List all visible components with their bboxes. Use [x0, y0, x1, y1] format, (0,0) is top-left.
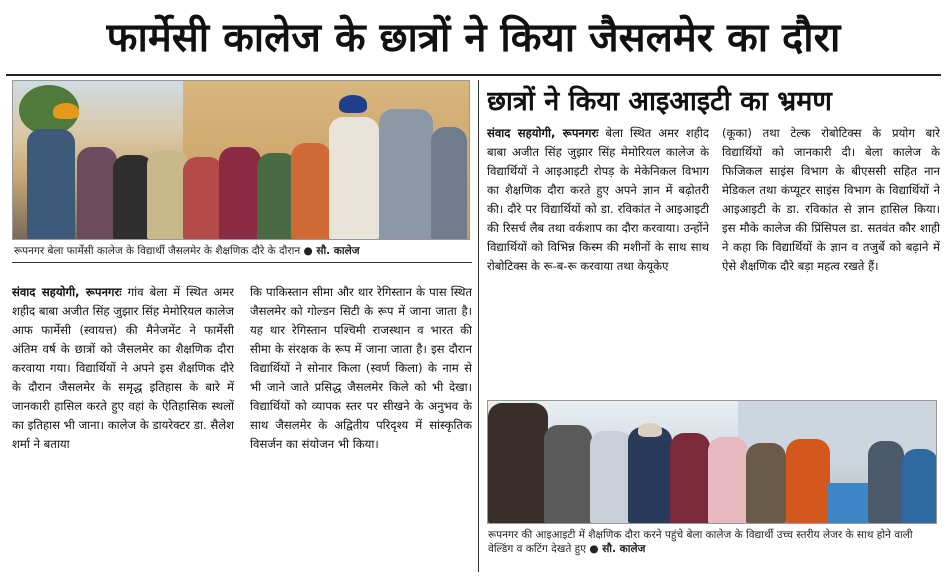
story1-column-2 [250, 283, 472, 573]
iit-lab-visit-photo [487, 400, 937, 524]
headline-rule [6, 74, 941, 76]
person [868, 441, 904, 523]
person [590, 431, 632, 523]
subheadline: छात्रों ने किया आइआइटी का भ्रमण [487, 86, 832, 117]
jaisalmer-group-photo [12, 80, 470, 240]
photo1-caption [14, 244, 470, 258]
person [77, 147, 117, 239]
story1-col1-text: गांव बेला में स्थित अमर शहीद बाबा अजीत सिंह जुझार सिंह मेमोरियल कालेज आफ फार्मेसी (स्वायत्त) की मैनेजमेंट ने फार्मेसी अंतिम वर्ष के छात्रों को जैसलमेर का शैक्षणिक दौरा करवाया गया। विद्यार्थियों ने अपने इस शैक्षणिक दौरे के दौरान जैसलमेर के समृद्ध इतिहास के बारे में जानकारी हासिल करते हुए वहां के ऐतिहासिक स्थलों का इतिहास भी जाना। कालेज के डायरेक्टर डा. सैलेश शर्मा ने बताया [12, 285, 234, 451]
turban-shape [638, 423, 662, 437]
person [219, 147, 261, 239]
story2-col2-text: (कूका) तथा टेल्क रोबोटिक्स के प्रयोग बारे विद्यार्थियों को जानकारी दी। बेला कालेज के फिजिकल साइंस विभाग के बीएससी सहित नान मेडिकल तथा कंप्यूटर साइंस विभाग के विद्यार्थियों ने आइआइटी के डा. रविकांत से ज्ञान हासिल किया। इस मौके कालेज की प्रिंसिपल डा. सतवंत कौर शाही ने कहा कि विद्यार्थियों के ज्ञान व तजुर्बे को बढ़ाने में ऐसे शैक्षणिक दौरे बड़ा महत्व रखते हैं। [722, 126, 940, 273]
person [183, 157, 223, 239]
person [628, 427, 672, 523]
photo2-caption [488, 528, 938, 556]
turban-shape [53, 103, 79, 119]
story1-dateline: संवाद सहयोगी, रूपनगरः [12, 285, 122, 299]
story1-col2-text: कि पाकिस्तान सीमा और थार रेगिस्तान के पास स्थित जैसलमेर को गोल्डन सिटी के रूप में जाना जाता है। यह थार रेगिस्तान पश्चिमी राजस्थान व भारत की सीमा के संरक्षक के रूप में जाना जाता है। इस दौरान विद्यार्थियों ने सोनार किला (स्वर्ण किला) के नाम से भी जाने जाते प्रसिद्ध जैसलमेर किले को भी देखा। विद्यार्थियों को व्यापक स्तर पर सीखने के अनुभव के साथ जैसलमेर के अद्वितीय परिदृश्य में सांस्कृतिक विसर्जन का संयोजन भी किया। [250, 285, 472, 451]
person [544, 425, 592, 523]
story2-col1-text: बेला स्थित अमर शहीद बाबा अजीत सिंह जुझार सिंह मेमोरियल कालेज के विद्यार्थियों ने आइआइटी रोपड़ के मेकेनिकल विभाग का शैक्षणिक दौरा करते हुए अपने ज्ञान में बढ़ोतरी की। दौरे पर विद्यार्थियों को डा. रविकांत ने आइआइटी की रिसर्च लैब तथा वर्कशाप का दौरा करवाया। उन्होंने विद्यार्थियों को विभिन्न किस्म की मशीनों के साथ साथ रोबोटिक्स के रू-ब-रू करवाया तथा केयूकेए [487, 126, 709, 273]
story2-dateline: संवाद सहयोगी, रूपनगरः [487, 126, 599, 140]
story2-column-1 [487, 124, 709, 394]
photo2-credit: ● सौ. कालेज [589, 543, 646, 555]
story1-column-1 [12, 283, 234, 573]
turban-shape [339, 95, 367, 113]
person [431, 127, 467, 239]
photo2-caption-text: रूपनगर की आइआइटी में शैक्षणिक दौरा करने पहुंचे बेला कालेज के विद्यार्थी उच्च स्तरीय लेजर के साथ होने वाली वेल्डिंग व कटिंग देखते हुए [488, 529, 913, 555]
story2-column-2 [722, 124, 940, 394]
person [379, 109, 433, 239]
headline: फार्मेसी कालेज के छात्रों ने किया जैसलमेर का दौरा [106, 15, 841, 61]
person [488, 403, 548, 523]
column-divider [478, 80, 479, 572]
person [902, 449, 937, 523]
photo1-credit: ● सौ. कालेज [303, 245, 360, 257]
person [291, 143, 331, 239]
caption1-rule [12, 262, 472, 263]
person [746, 443, 786, 523]
person [708, 437, 748, 523]
photo1-caption-text: रूपनगर बेला फार्मेसी कालेज के विद्यार्थी जैसलमेर के शैक्षणिक दौरे के दौरान [14, 245, 301, 257]
lab-machine-shape [828, 483, 868, 523]
person [786, 439, 830, 523]
person [329, 117, 379, 239]
person [670, 433, 710, 523]
person [27, 129, 75, 239]
